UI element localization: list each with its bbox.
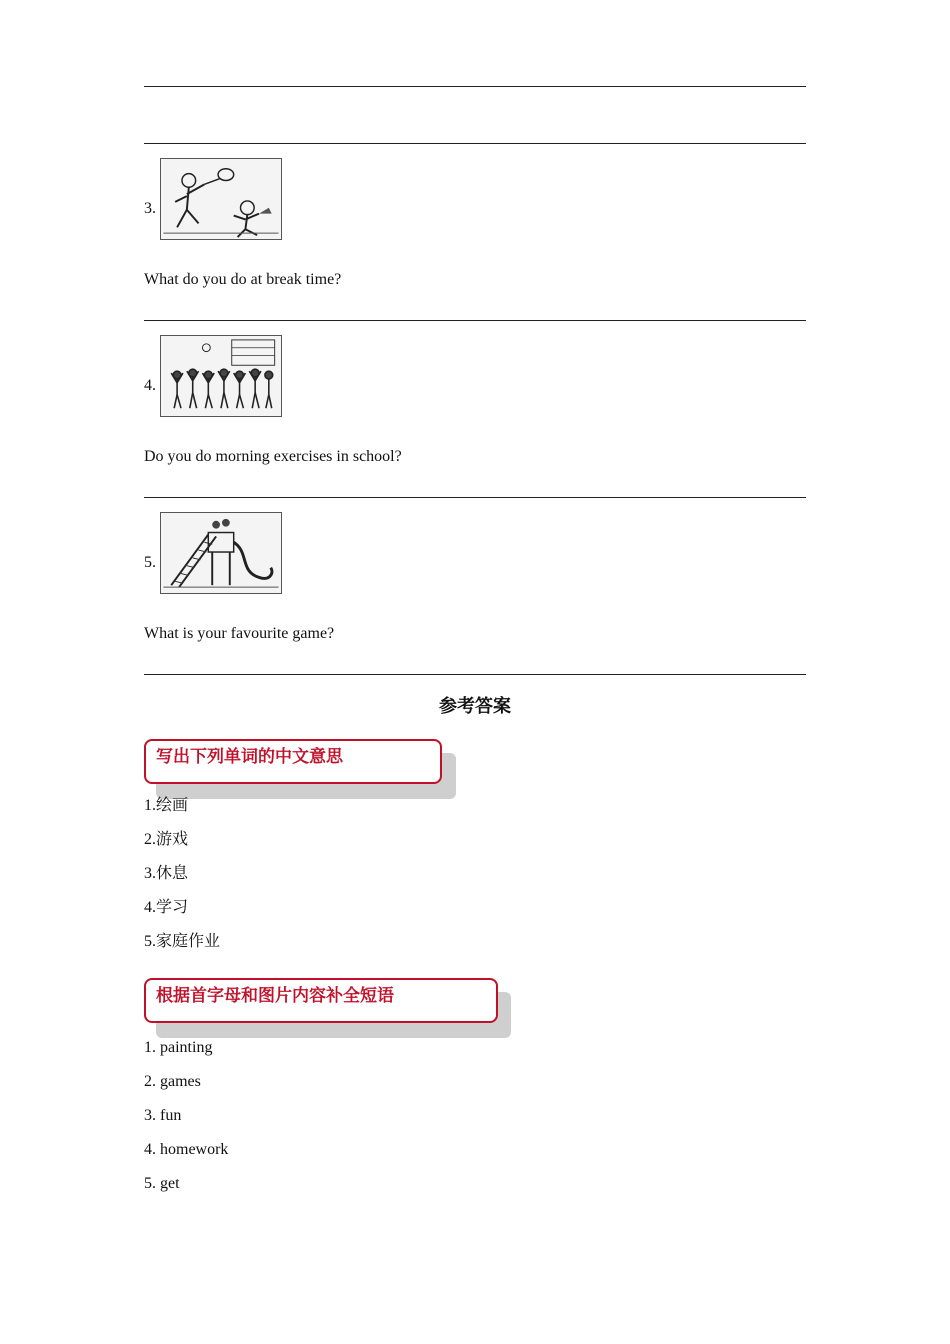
answer-line bbox=[144, 674, 806, 675]
question-prompt: What is your favourite game? bbox=[144, 625, 335, 642]
answer-item: 5. get bbox=[144, 1175, 180, 1192]
question-prompt: What do you do at break time? bbox=[144, 271, 342, 288]
answer-item: 3. fun bbox=[144, 1107, 182, 1124]
answer-line bbox=[144, 143, 806, 144]
question-number: 5. bbox=[144, 554, 156, 571]
morning-exercises-icon bbox=[160, 335, 282, 417]
answer-item: 2. games bbox=[144, 1073, 201, 1090]
question-prompt: Do you do morning exercises in school? bbox=[144, 448, 402, 465]
answer-line bbox=[144, 497, 806, 498]
slide-playground-icon bbox=[160, 512, 282, 594]
answer-item: 1. painting bbox=[144, 1039, 213, 1056]
section-heading: 写出下列单词的中文意思 bbox=[156, 747, 343, 767]
question-number: 3. bbox=[144, 200, 156, 217]
badminton-icon bbox=[160, 158, 282, 240]
question-number: 4. bbox=[144, 377, 156, 394]
answer-key-title: 参考答案 bbox=[439, 696, 511, 717]
answer-line bbox=[144, 86, 806, 87]
answer-item: 3.休息 bbox=[144, 865, 189, 882]
answer-item: 4.学习 bbox=[144, 899, 189, 916]
answer-item: 2.游戏 bbox=[144, 831, 189, 848]
answer-line bbox=[144, 320, 806, 321]
answer-item: 1.绘画 bbox=[144, 797, 189, 814]
section-heading: 根据首字母和图片内容补全短语 bbox=[156, 986, 394, 1006]
answer-item: 4. homework bbox=[144, 1141, 229, 1158]
answer-item: 5.家庭作业 bbox=[144, 933, 221, 950]
